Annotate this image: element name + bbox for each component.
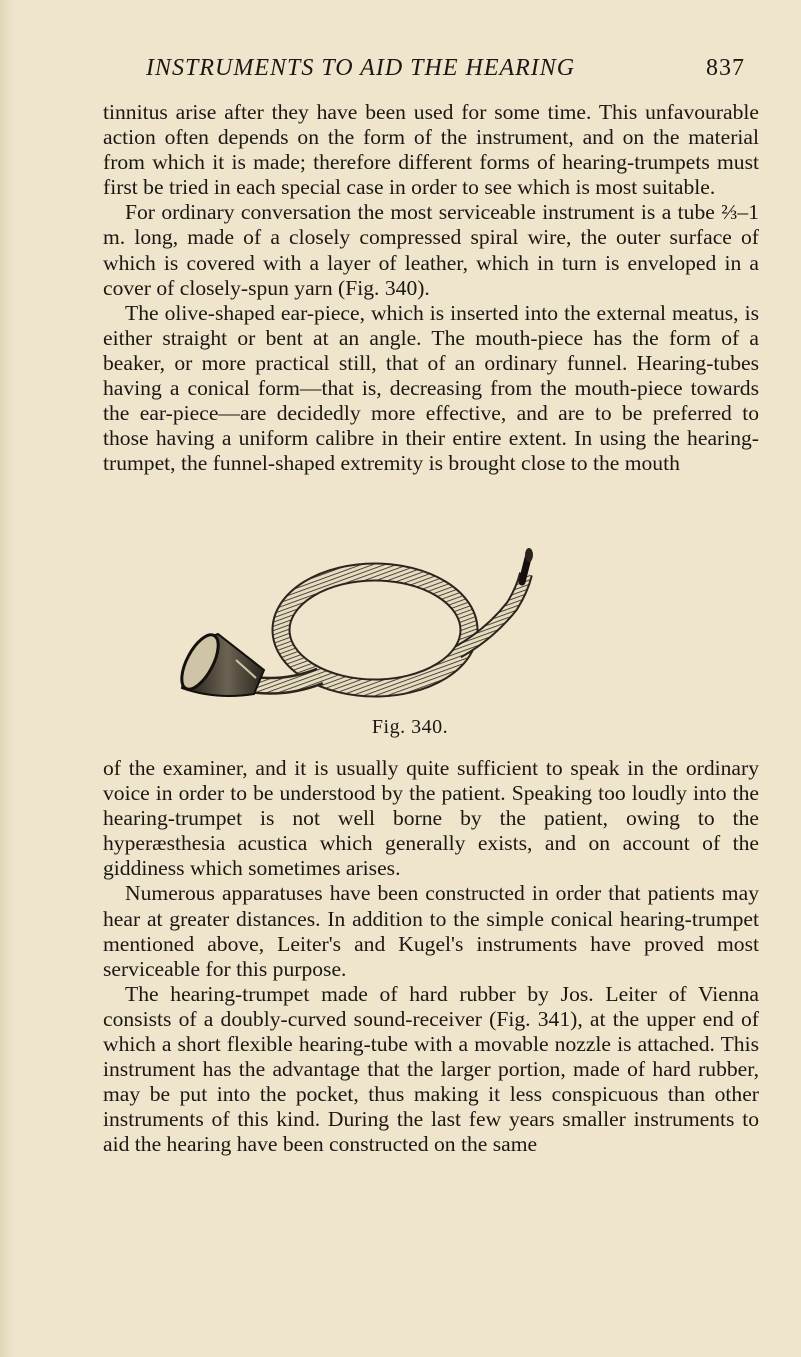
text-block-bottom xyxy=(103,756,759,1158)
paragraph: tinnitus arise after they have been used for some time. This unfavourable action often depends on the form of the instrument, and on the material from which it is made; therefore different forms of hearing-trumpets must first be tried in each special case in order to see which is most suitable. xyxy=(103,100,759,200)
paragraph: For ordinary conversation the most serviceable instrument is a tube ⅔–1 m. long, made of a closely compressed spiral wire, the outer surface of which is covered with a layer of leather, which in turn is enveloped in a cover of closely-spun yarn (Fig. 340). xyxy=(103,200,759,300)
figure-caption: Fig. 340. xyxy=(371,716,449,738)
figure-340 xyxy=(160,548,660,748)
binding-edge xyxy=(0,0,14,1357)
page-number: 837 xyxy=(706,55,745,81)
funnel-mouthpiece xyxy=(174,629,264,696)
paragraph: of the examiner, and it is usually quite sufficient to speak in the ordinary voice in order to be understood by the patient. Speaking too loudly into the hearing-trumpet is not well borne by the patient, owing to the hyperæsthesia acustica which generally exists, and on account of the giddiness which sometimes arises. xyxy=(103,756,759,881)
running-title: INSTRUMENTS TO AID THE HEARING xyxy=(146,55,576,81)
paragraph: The olive-shaped ear-piece, which is inserted into the external meatus, is either straight or bent at an angle. The mouth-piece has the form of a beaker, or more practical still, that of an ordinary funnel. Hearing-tubes having a conical form—that is, decreasing from the mouth-piece towards the ear-piece—are decidedly more effective, and are to be preferred to those having a uniform calibre in their entire extent. In using the hearing-trumpet, the funnel-shaped extremity is brought close to the mouth xyxy=(103,300,759,476)
hearing-tube-illustration xyxy=(160,548,660,718)
running-head xyxy=(108,55,761,89)
paragraph: The hearing-trumpet made of hard rubber by Jos. Leiter of Vienna consists of a doubly-curved sound-receiver (Fig. 341), at the upper end of which a short flexible hearing-tube with a movable nozzle is attached. This instrument has the advantage that the larger portion, made of hard rubber, may be put into the pocket, thus making it less conspicuous than other instruments of this kind. During the last few years smaller instruments to aid the hearing have been constructed on the same xyxy=(103,981,759,1157)
paragraph: Numerous apparatuses have been constructed in order that patients may hear at greater distances. In addition to the simple conical hearing-trumpet mentioned above, Leiter's and Kugel's instruments have proved most serviceable for this purpose. xyxy=(103,881,759,981)
text-block-top xyxy=(103,100,759,476)
